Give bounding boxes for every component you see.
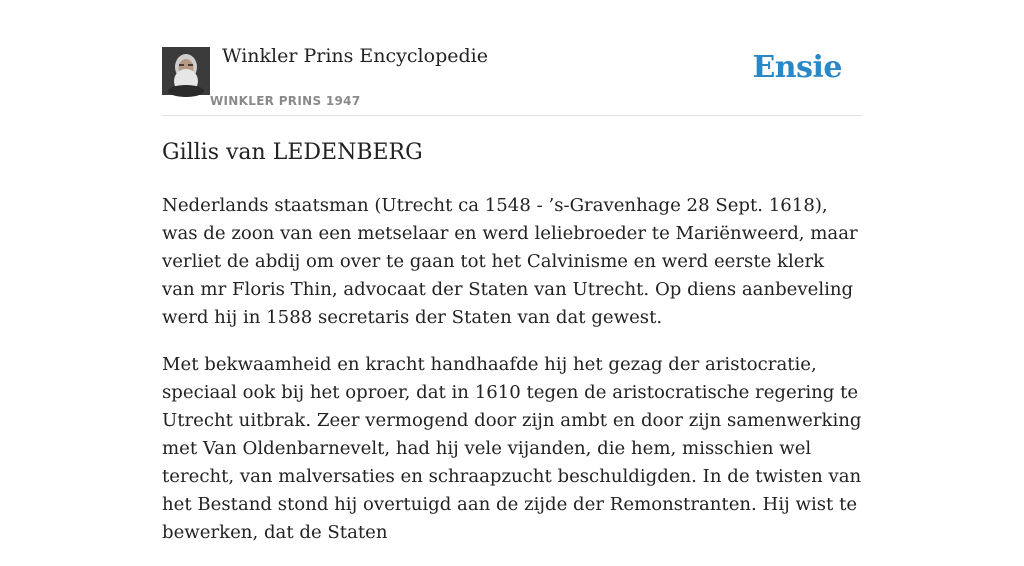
article-title: Gillis van LEDENBERG bbox=[162, 140, 423, 165]
brand-logo-link[interactable]: Ensie bbox=[752, 50, 842, 85]
article-body bbox=[162, 192, 862, 566]
avatar[interactable] bbox=[162, 47, 210, 95]
content-column bbox=[162, 0, 862, 543]
article-paragraph: Nederlands staatsman (Utrecht ca 1548 - ’s-Gravenhage 28 Sept. 1618), was de zoon van een metselaar en werd leliebroeder te Mariënweerd, maar verliet de abdij om over te gaan tot het Calvinisme en werd eerste klerk van mr Floris Thin, advocaat der Staten van Utrecht. Op diens aanbeveling werd hij in 1588 secretaris der Staten van dat gewest. bbox=[162, 195, 858, 328]
site-title[interactable]: Winkler Prins Encyclopedie bbox=[222, 45, 488, 67]
site-header bbox=[162, 0, 862, 116]
portrait-icon bbox=[162, 47, 210, 95]
article-paragraph: Met bekwaamheid en kracht handhaafde hij het gezag der aristocratie, speciaal ook bij het oproer, dat in 1610 tegen de aristocratische regering te Utrecht uitbrak. Zeer vermogend door zijn ambt en door zijn samenwerking met Van Oldenbarnevelt, had hij vele vijanden, die hem, misschien wel terecht, van malversaties en schraapzucht beschuldigden. In de twisten van het Bestand stond hij overtuigd aan de zijde der Remonstranten. Hij wist te bewerken, dat de Staten bbox=[162, 354, 862, 543]
site-subtitle: WINKLER PRINS 1947 bbox=[210, 94, 361, 108]
